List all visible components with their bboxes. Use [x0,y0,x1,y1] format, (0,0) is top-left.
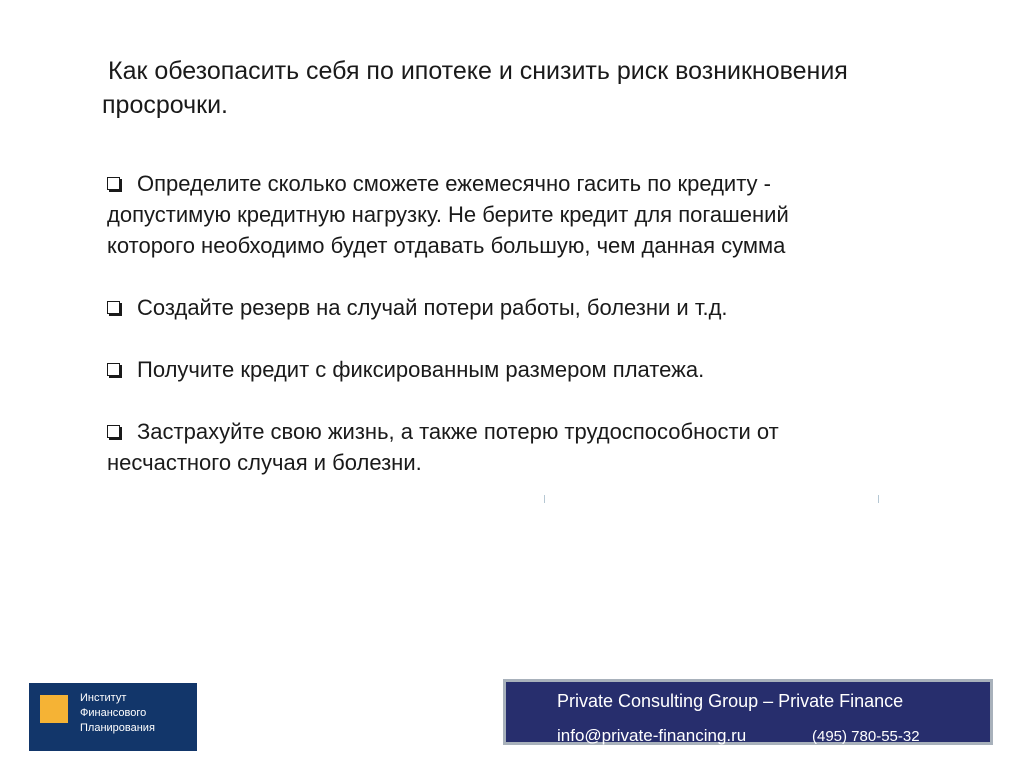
logo-line-2: Финансового [80,707,147,719]
logo-line-1: Институт [80,692,127,704]
logo-line-3: Планирования [80,722,155,734]
slide-title [102,54,982,122]
institute-logo [29,683,197,751]
checkbox-bullet-icon [107,363,120,376]
divider-tick-left [544,495,545,503]
bullet-item-1 [107,168,967,261]
contact-phone: (495) 780-55-32 [812,728,920,745]
logo-text [80,691,155,736]
bullet-item-3 [107,354,967,385]
bullet-item-4 [107,416,967,478]
checkbox-bullet-icon [107,177,120,190]
bullet-1-line-2: допустимую кредитную нагрузку. Не берите кредит для погашений [107,202,789,227]
contact-email: info@private-financing.ru [557,726,747,745]
title-line-2: просрочки. [102,91,228,119]
bullet-2-line-1: Создайте резерв на случай потери работы, болезни и т.д. [137,295,728,320]
title-line-1: Как обезопасить себя по ипотеке и снизить риск возникновения [108,57,848,85]
checkbox-bullet-icon [107,301,120,314]
bullet-item-2 [107,292,967,323]
logo-square-icon [40,695,68,723]
checkbox-bullet-icon [107,425,120,438]
bullet-4-line-1: Застрахуйте свою жизнь, а также потерю трудоспособности от [137,419,779,444]
bullet-list [107,168,967,509]
company-name: Private Consulting Group – Private Finance [557,691,904,711]
bullet-3-line-1: Получите кредит с фиксированным размером платежа. [137,357,705,382]
bullet-1-line-3: которого необходимо будет отдавать большую, чем данная сумма [107,233,786,258]
bullet-1-line-1: Определите сколько сможете ежемесячно гасить по кредиту - [137,171,771,196]
divider-tick-right [878,495,879,503]
contact-banner [503,679,993,745]
bullet-4-line-2: несчастного случая и болезни. [107,450,422,475]
